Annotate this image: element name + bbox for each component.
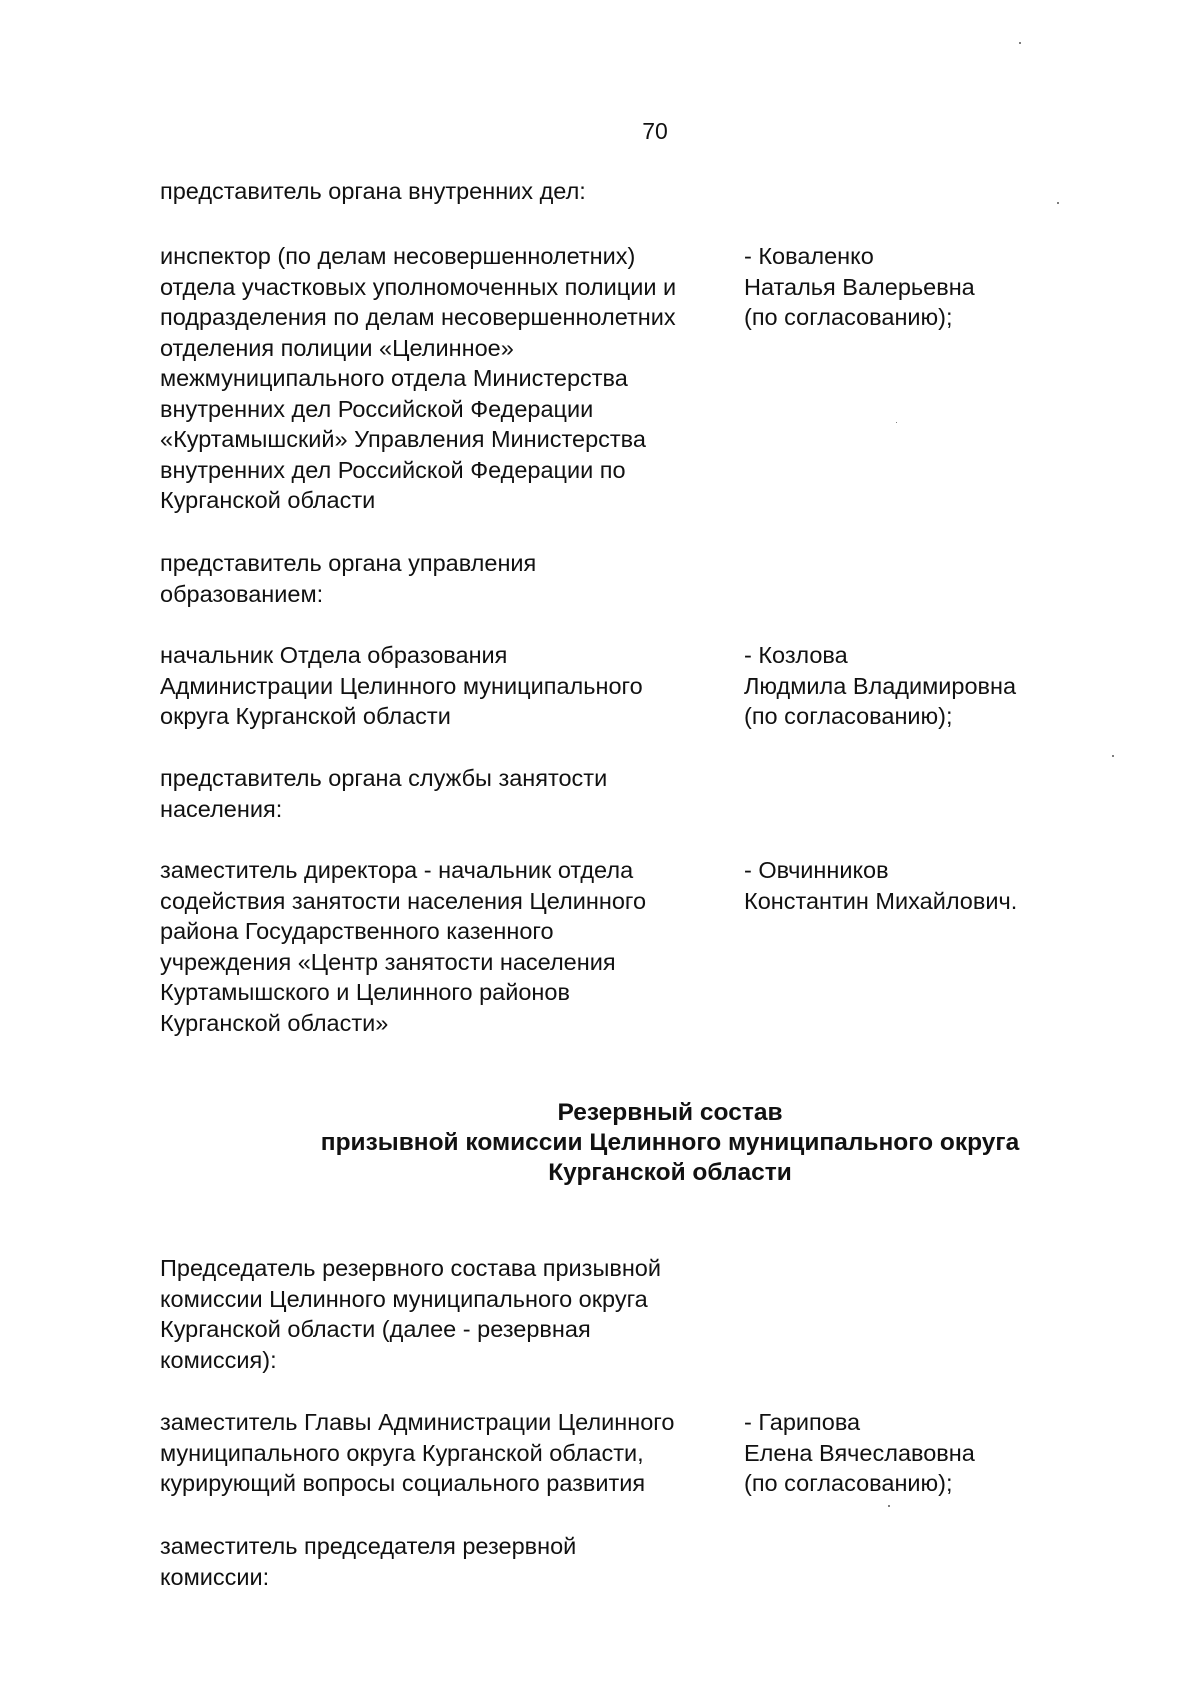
person-ovchinnikov: - Овчинников Константин Михайлович. [744, 857, 1018, 914]
position-inspector: инспектор (по делам несовершеннолетних) отдела участковых уполномоченных полиции и подразделения по делам несовершеннолетних отделения полиции «Целинное» межмуниципального отдела Министерства внутренних дел Российской Федерации «Куртамышский» Управления Министерства внутренних дел Российской Федерации по Курганской области [160, 243, 677, 513]
person-kovalenko: - Коваленко Наталья Валерьевна (по согласованию); [744, 243, 975, 330]
label-education: представитель органа управления образованием: [160, 550, 537, 607]
person-kozlova: - Козлова Людмила Владимировна (по согласованию); [744, 642, 1017, 729]
scan-speck [1057, 202, 1059, 204]
scan-speck [888, 1505, 890, 1507]
scan-speck [1112, 755, 1114, 757]
position-employment-deputy: заместитель директора - начальник отдела содействия занятости населения Целинного района Государственного казенного учреждения «Центр занятости населения Куртамышского и Целинного районов Курганской области» [160, 857, 647, 1036]
scan-speck [896, 422, 897, 423]
position-deputy-head: заместитель Главы Администрации Целинного муниципального округа Курганской области, курирующий вопросы социального развития [160, 1409, 675, 1496]
person-garipova: - Гарипова Елена Вячеславовна (по согласованию); [744, 1409, 975, 1496]
label-employment: представитель органа службы занятости населения: [160, 765, 608, 822]
label-reserve-chairman: Председатель резервного состава призывной комиссии Целинного муниципального округа Курганской области (далее - резервная комиссия): [160, 1255, 661, 1373]
label-reserve-deputy-chairman: заместитель председателя резервной комиссии: [160, 1533, 577, 1590]
page-number: 70 [642, 118, 668, 144]
reserve-heading: Резервный состав призывной комиссии Целинного муниципального округа Курганской области [320, 1099, 1020, 1186]
label-internal-affairs: представитель органа внутренних дел: [160, 178, 586, 204]
position-education-head: начальник Отдела образования Администрации Целинного муниципального округа Курганской области [160, 642, 643, 729]
scan-speck [1019, 42, 1021, 44]
